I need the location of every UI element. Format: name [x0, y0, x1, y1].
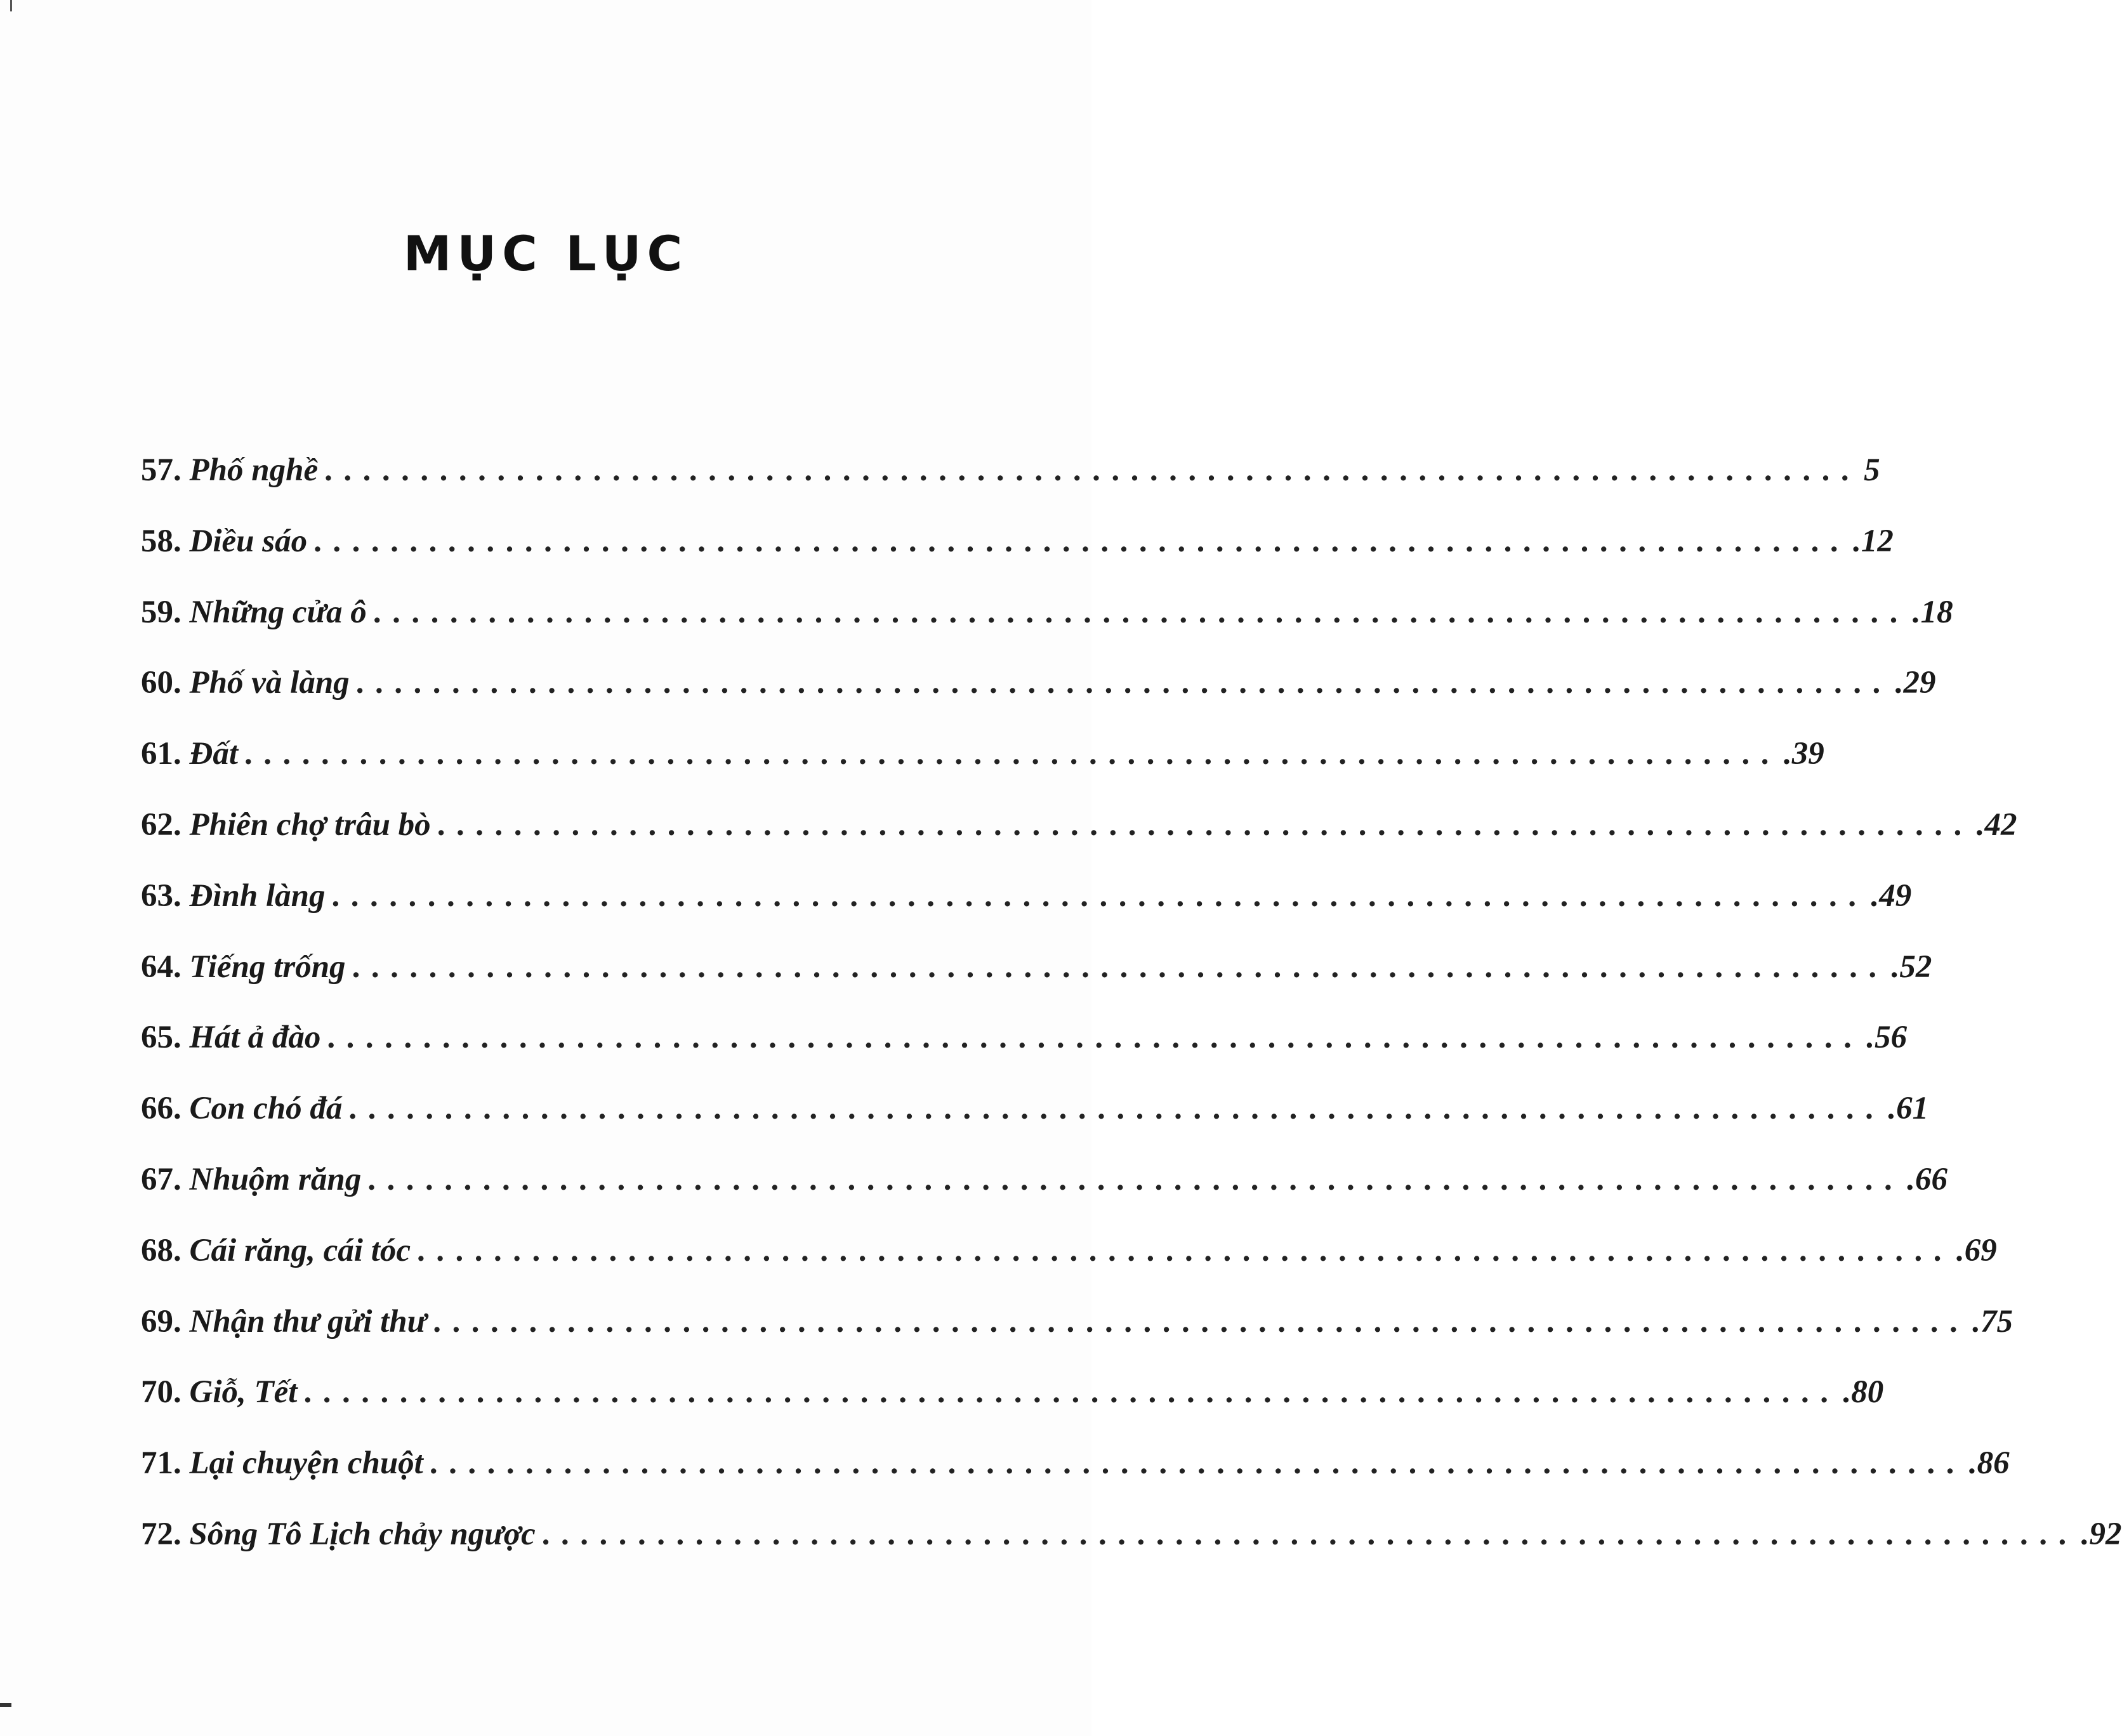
toc-entry-number: 65. [141, 1020, 181, 1056]
toc-entry-title: Phố nghề [189, 452, 319, 488]
toc-entry-page: .49 [1871, 878, 1912, 914]
toc-entry-number: 61. [141, 736, 181, 772]
toc-entry [141, 1445, 2010, 1516]
toc-entry [141, 1303, 2013, 1374]
toc-entry-title: Đất [189, 736, 238, 772]
dot-leader: ................................................................................ [429, 1445, 1965, 1482]
toc-entry-label [141, 878, 326, 914]
toc-entry-page: 5 [1864, 452, 1880, 488]
toc-entry-number: 72. [141, 1516, 181, 1552]
toc-entry-page: .12 [1853, 523, 1894, 559]
toc-entry-number: 67. [141, 1161, 181, 1197]
dot-leader: ................................................................................ [348, 1091, 1885, 1127]
page-title: MỤC LỤC [403, 225, 689, 282]
toc-entry-label [141, 1161, 361, 1198]
toc-entry [141, 1019, 1908, 1090]
dot-leader: ................................................................................ [313, 523, 1850, 559]
toc-entry-label [141, 1374, 297, 1410]
toc-entry-page: .56 [1866, 1020, 1908, 1056]
toc-entry-label [141, 452, 318, 489]
toc-entry [141, 949, 1932, 1020]
toc-entry-page: .66 [1907, 1161, 1947, 1197]
dot-leader: ................................................................................ [324, 452, 1861, 488]
dot-leader: ................................................................................ [541, 1516, 2078, 1552]
toc-entry-page: .92 [2081, 1516, 2122, 1552]
toc-entry [141, 664, 1936, 735]
toc-entry-number: 62. [141, 806, 181, 843]
toc-entry-number: 66. [141, 1091, 181, 1127]
dot-leader: ................................................................................ [303, 1374, 1840, 1410]
toc-entry-number: 59. [141, 594, 181, 630]
scan-edge-mark [10, 0, 12, 11]
toc-entry-page: .39 [1784, 736, 1824, 772]
toc-entry-label [141, 1090, 342, 1127]
toc-entry-label [141, 1303, 426, 1340]
toc-entry-number: 57. [141, 452, 181, 488]
toc-entry-number: 58. [141, 523, 181, 559]
table-of-contents [141, 452, 2122, 1587]
toc-entry-title: Nhận thư gửi thư [189, 1303, 427, 1339]
dot-leader: ................................................................................ [327, 1020, 1863, 1056]
toc-entry-title: Phiên chợ trâu bò [189, 806, 431, 843]
toc-entry-title: Diều sáo [189, 523, 308, 559]
toc-entry-title: Phố và làng [189, 665, 350, 701]
toc-entry [141, 594, 1953, 665]
toc-entry-page: .69 [1956, 1232, 1997, 1268]
toc-entry-label [141, 1232, 411, 1269]
toc-entry-page: .42 [1976, 806, 2017, 843]
scan-edge-mark [0, 1703, 11, 1707]
toc-entry-number: 69. [141, 1303, 181, 1339]
dot-leader: ................................................................................ [331, 878, 1868, 914]
toc-entry-title: Giỗ, Tết [189, 1374, 298, 1410]
toc-entry-title: Những cửa ô [189, 594, 367, 630]
toc-entry-title: Sông Tô Lịch chảy ngược [189, 1516, 536, 1552]
toc-entry [141, 523, 1894, 594]
dot-leader: ................................................................................ [244, 736, 1780, 772]
toc-entry-title: Nhuộm răng [189, 1161, 362, 1197]
toc-entry-page: .18 [1912, 594, 1953, 630]
toc-entry-label [141, 1445, 423, 1482]
dot-leader: ................................................................................ [417, 1232, 1953, 1268]
toc-entry-title: Con chó đá [189, 1091, 343, 1127]
toc-entry-title: Lại chuyện chuột [189, 1445, 423, 1482]
dot-leader: ................................................................................ [355, 665, 1892, 701]
toc-entry-number: 60. [141, 665, 181, 701]
toc-entry-page: .86 [1968, 1445, 2010, 1482]
toc-entry-title: Hát ả đào [189, 1020, 321, 1056]
toc-entry [141, 878, 1912, 949]
dot-leader: ................................................................................ [352, 949, 1888, 985]
toc-entry-label [141, 1019, 320, 1056]
toc-entry-page: .80 [1843, 1374, 1884, 1410]
toc-entry-label [141, 735, 238, 772]
toc-entry-number: 70. [141, 1374, 181, 1410]
toc-entry [141, 735, 1824, 806]
toc-entry-label [141, 664, 350, 701]
toc-entry-page: .52 [1891, 949, 1932, 985]
toc-entry-number: 71. [141, 1445, 181, 1482]
toc-entry [141, 1516, 2122, 1587]
toc-entry [141, 452, 1880, 523]
toc-entry-label [141, 523, 307, 560]
toc-entry-page: .61 [1888, 1091, 1929, 1127]
dot-leader: ................................................................................ [437, 806, 1973, 843]
toc-entry-page: .29 [1895, 665, 1936, 701]
toc-entry-number: 68. [141, 1232, 181, 1268]
toc-entry-page: .75 [1972, 1303, 2013, 1339]
dot-leader: ................................................................................ [433, 1303, 1969, 1339]
toc-entry-label [141, 949, 346, 985]
dot-leader: ................................................................................ [372, 594, 1909, 630]
toc-entry [141, 1161, 1947, 1232]
dot-leader: ................................................................................ [367, 1161, 1904, 1197]
toc-entry [141, 1090, 1929, 1161]
toc-entry-number: 63. [141, 878, 181, 914]
toc-entry-label [141, 594, 367, 631]
toc-entry [141, 1374, 1884, 1445]
toc-entry-label [141, 1516, 536, 1553]
toc-entry-title: Tiếng trống [189, 949, 346, 985]
toc-entry [141, 806, 2017, 878]
toc-entry-label [141, 806, 431, 843]
toc-entry-title: Đình làng [189, 878, 326, 914]
toc-entry [141, 1232, 1997, 1303]
toc-entry-number: 64. [141, 949, 181, 985]
toc-entry-title: Cái răng, cái tóc [189, 1232, 411, 1268]
